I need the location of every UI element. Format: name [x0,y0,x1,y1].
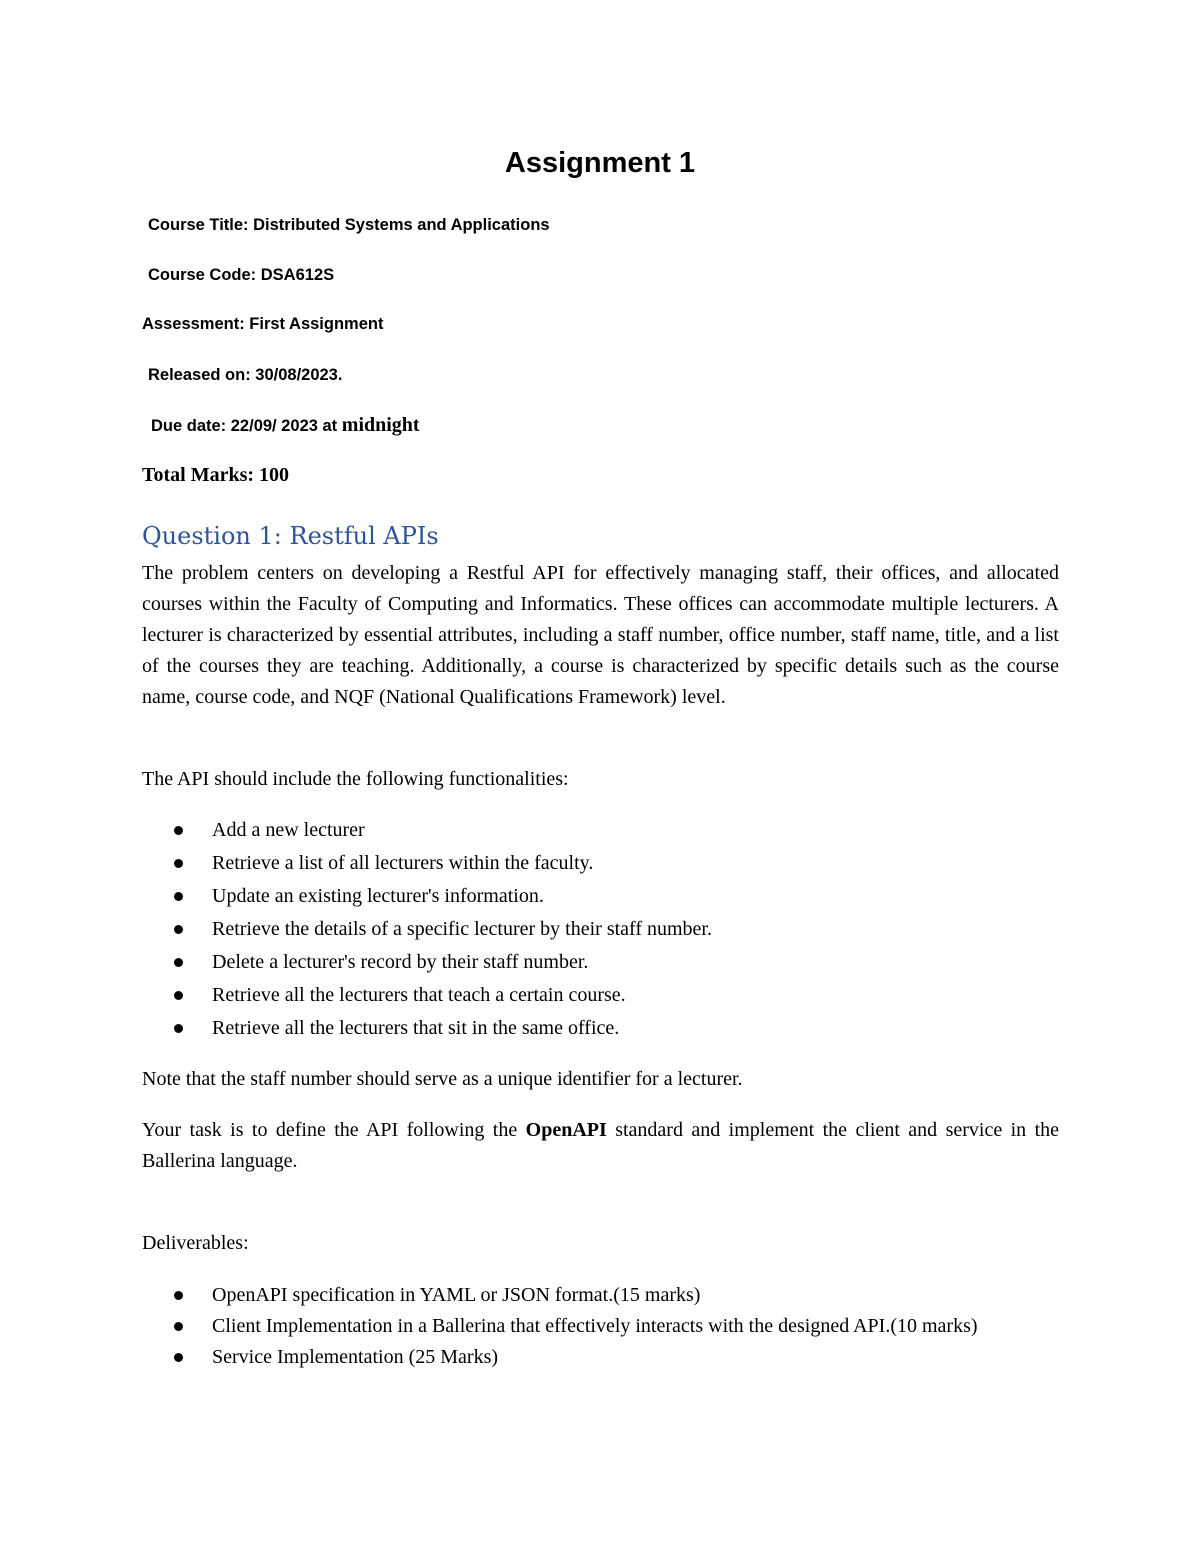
bullet-icon [174,1291,183,1300]
list-item: Service Implementation (25 Marks) [142,1342,1059,1373]
bullet-icon [174,1322,183,1331]
list-item: Retrieve a list of all lecturers within the faculty. [142,848,1059,881]
assessment: Assessment: First Assignment [142,315,384,333]
note-text: Note that the staff number should serve as a unique identifier for a lecturer. [142,1068,743,1090]
document-title: Assignment 1 [504,147,696,179]
list-item: Retrieve the details of a specific lecturer by their staff number. [142,914,1059,947]
list-item: Client Implementation in a Ballerina that effectively interacts with the designed API.(10 marks) [142,1311,1059,1342]
released-date: Released on: 30/08/2023. [148,366,343,384]
bullet-icon [174,892,183,901]
list-item: Add a new lecturer [142,815,1059,848]
bullet-icon [174,1024,183,1033]
functionalities-intro: The API should include the following functionalities: [142,768,569,790]
due-date-suffix: midnight [341,414,420,436]
list-item: Retrieve all the lecturers that teach a certain course. [142,980,1059,1013]
course-title: Course Title: Distributed Systems and Applications [148,216,550,234]
bullet-icon [174,958,183,967]
question-heading: Question 1: Restful APIs [142,522,439,550]
bullet-icon [174,925,183,934]
due-date [151,414,420,437]
deliverables-label: Deliverables: [142,1232,249,1254]
task-text: Your task is to define the API following the OpenAPI standard and implement the client and service in the Ballerina language. [142,1119,1060,1172]
bullet-icon [174,826,183,835]
bullet-icon [174,991,183,1000]
list-item: Update an existing lecturer's information. [142,881,1059,914]
deliverables-list [142,1280,1059,1373]
openapi-bold: OpenAPI [525,1119,607,1141]
list-item: Retrieve all the lecturers that sit in the same office. [142,1013,1059,1046]
question-intro: The problem centers on developing a Restful API for effectively managing staff, their offices, and allocated courses within the Faculty of Computing and Informatics. These offices can accommodate multiple lecturers. A lecturer is characterized by essential attributes, including a staff number, office number, staff name, title, and a list of the courses they are teaching. Additionally, a course is characterized by specific details such as the course name, course code, and NQF (National Qualifications Framework) level. [142,562,1059,708]
course-code: Course Code: DSA612S [148,266,335,284]
list-item: Delete a lecturer's record by their staff number. [142,947,1059,980]
bullet-icon [174,859,183,868]
list-item: OpenAPI specification in YAML or JSON format.(15 marks) [142,1280,1059,1311]
functionalities-list [142,815,1059,1046]
bullet-icon [174,1353,183,1362]
due-date-prefix: Due date: 22/09/ 2023 at [151,417,338,435]
total-marks: Total Marks: 100 [142,464,290,486]
